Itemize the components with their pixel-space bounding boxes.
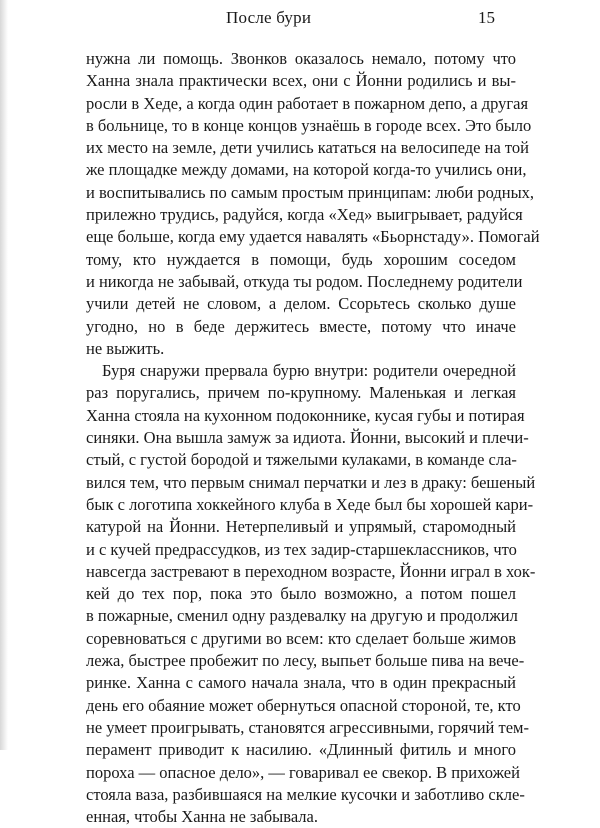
text-line: Буря снаружи прервала бурю внутри: родители очередной (102, 361, 516, 381)
text-line: ринке. Ханна с самого начала знала, что в один прекрасный (86, 673, 516, 693)
text-line: учили детей не словом, а делом. Ссорьтесь сколько душе (86, 294, 516, 314)
text-line: не выжить. (86, 338, 165, 358)
text-line: же площадке между домами, на которой когда-то учились они, (86, 160, 527, 180)
body-text (86, 48, 540, 828)
text-line: стый, с густой бородой и тяжелыми кулаками, в команде сла- (86, 450, 517, 470)
page-number: 15 (478, 8, 495, 27)
text-line: навсегда застревают в переходном возрасте, Йонни играл в хок- (86, 561, 536, 581)
text-line: Ханна знала практически всех, они с Йонни родились и вы- (86, 71, 516, 91)
text-line: вился тем, что первым снимал перчатки и лез в драку: бешеный (86, 472, 536, 492)
text-line: пороха — опасное дело», — говаривал ее свекор. В прихожей (86, 762, 520, 782)
running-title: После бури (226, 8, 312, 27)
text-line: росли в Хеде, а когда один работает в пожарном депо, а другая (86, 93, 529, 113)
text-line: и никогда не забывай, откуда ты родом. Последнему родители (86, 271, 523, 291)
text-line: прилежно трудись, радуйся, когда «Хед» выигрывает, радуйся (86, 205, 523, 225)
text-line: угодно, но в беде держитесь вместе, потому что иначе (86, 316, 516, 336)
text-line: нужна ли помощь. Звонков оказалось немало, потому что (86, 49, 516, 68)
text-line: не умеет проигрывать, становятся агрессивными, горячий тем- (86, 717, 529, 737)
text-line: Ханна стояла на кухонном подоконнике, кусая губы и потирая (86, 405, 525, 425)
text-line: енная, чтобы Ханна не забывала. (86, 807, 318, 827)
text-line: стояла ваза, разбившаяся на мелкие кусочки и заботливо скле- (86, 784, 525, 804)
text-line: кей до тех пор, пока это было возможно, а потом пошел (86, 584, 516, 604)
text-line: в пожарные, сменил одну раздевалку на другую и продолжил (86, 606, 518, 626)
text-line: синяки. Она вышла замуж за идиота. Йонни, высокий и плечи- (86, 428, 529, 448)
text-line: и воспитывались по самым простым принципам: люби родных, (86, 182, 535, 202)
text-line: лежа, быстрее пробежит по лесу, выпьет больше пива на вече- (86, 651, 525, 671)
page-edge-shadow (0, 0, 8, 750)
text-line: катурой на Йонни. Нетерпеливый и упрямый, старомодный (86, 517, 516, 537)
text-line: еще больше, когда ему удается навалять «Бьорнстаду». Помогай (86, 227, 540, 247)
paragraph (86, 360, 536, 828)
text-line: бык с логотипа хоккейного клуба в Хеде был бы хорошей кари- (86, 494, 534, 514)
page-header (0, 8, 600, 32)
text-line: соревноваться с другими во всем: кто сделает больше жимов (86, 628, 516, 648)
text-line: тому, кто нуждается в помощи, будь хорошим соседом (86, 249, 516, 269)
text-line: их место на земле, дети учились кататься на велосипеде на той (86, 138, 529, 158)
text-line: день его обаяние может обернуться опасной стороной, те, кто (86, 695, 521, 715)
text-line: в больнице, то в конце концов узнаёшь в городе всех. Это было (86, 115, 532, 135)
text-line: раз поругались, причем по-крупному. Маленькая и легкая (86, 383, 516, 403)
text-line: и с кучей предрассудков, из тех задир-старшеклассников, что (86, 539, 517, 559)
paragraph (86, 48, 540, 360)
text-line: перамент приводит к насилию. «Длинный фитиль и много (86, 740, 516, 760)
